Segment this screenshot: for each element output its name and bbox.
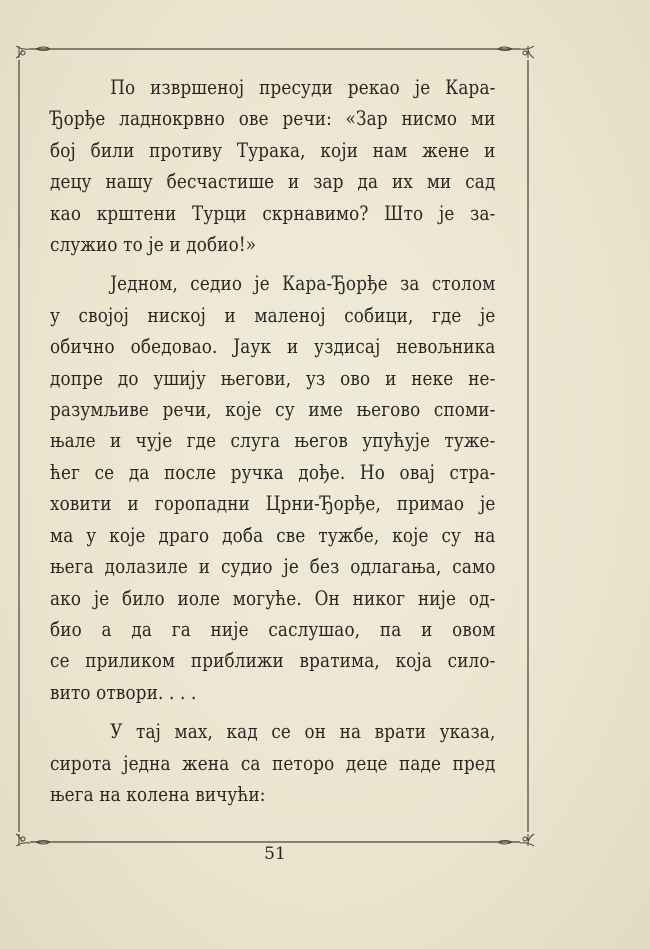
paragraph-2 xyxy=(50,268,495,708)
text-line: сирота једна жена са петоро деце паде пред xyxy=(50,751,496,775)
text-line: разумљиве речи, које су име његово споми- xyxy=(50,398,496,422)
page-number: 51 xyxy=(264,844,286,864)
text-line: ћег се да после ручка дође. Но овај стра- xyxy=(50,460,496,484)
text-line: обично обедовао. Јаук и уздисај невољника xyxy=(50,335,496,359)
text-line: децу нашу бесчастише и зар да их ми сад xyxy=(50,170,496,194)
body-text xyxy=(50,72,495,818)
text-line: вито отвори. . . . xyxy=(50,680,197,704)
text-line: био а да га није саслушао, па и овом xyxy=(50,617,496,641)
text-line: Ђорђе ладнокрвно ове речи: «Зар нисмо ми xyxy=(50,107,496,131)
text-line: ховити и горопадни Црни-Ђорђе, примао је xyxy=(50,492,496,516)
paragraph-1 xyxy=(50,72,495,260)
text-line: ако је било иоле могуће. Он никог није од- xyxy=(50,586,496,610)
text-line: њале и чује где слуга његов упућује туже- xyxy=(50,429,496,453)
text-line: Једном, седио је Кара-Ђорђе за столом xyxy=(110,272,496,296)
text-line: у својој ниској и маленој собици, где је xyxy=(50,303,496,327)
text-line: ма у које драго доба све тужбе, које су на xyxy=(50,523,496,547)
text-line: У тај мах, кад се он на врати указа, xyxy=(110,720,496,744)
text-line: њега долазиле и судио је без одлагања, само xyxy=(50,555,496,579)
text-line: допре до ушију његови, уз ово и неке не- xyxy=(50,366,496,390)
text-line: као крштени Турци скрнавимо? Што је за- xyxy=(50,201,496,225)
paragraph-3 xyxy=(50,716,495,810)
text-line: њега на колена вичући: xyxy=(50,782,266,806)
text-line: По извршеној пресуди рекао је Кара- xyxy=(110,76,496,99)
text-line: бој били противу Турака, који нам жене и xyxy=(50,138,496,162)
text-line: служио то је и добио!» xyxy=(50,233,257,257)
text-line: се приликом приближи вратима, која сило- xyxy=(50,649,496,673)
